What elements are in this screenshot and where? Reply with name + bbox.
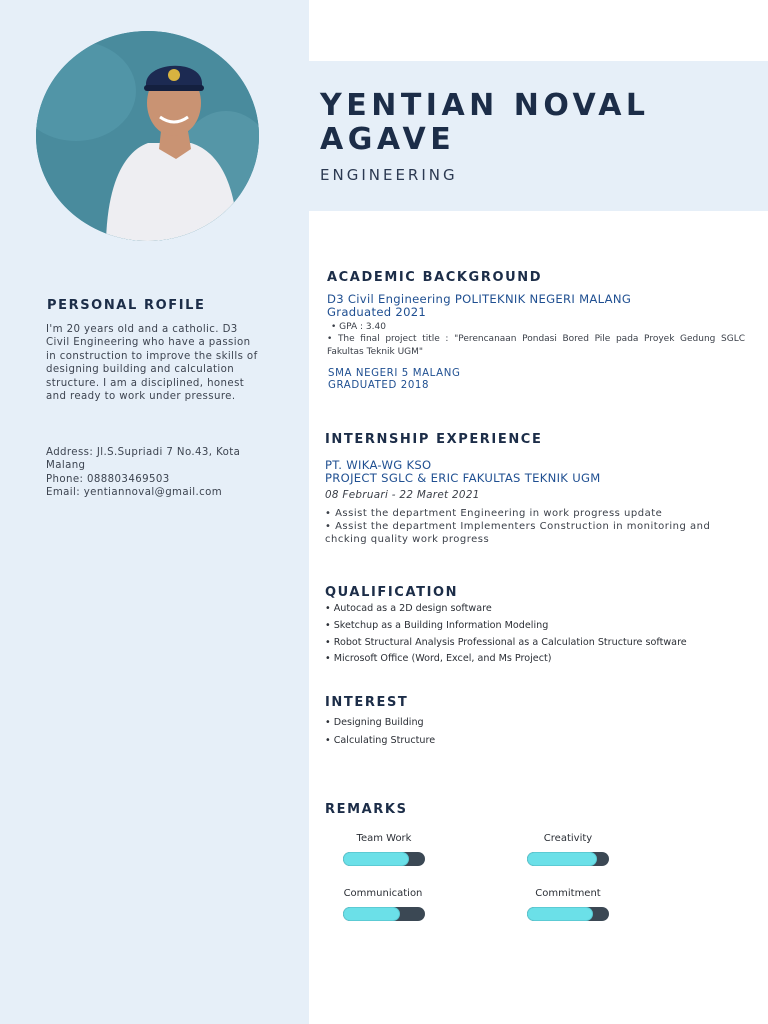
internship-title: INTERNSHIP EXPERIENCE [325, 432, 543, 447]
skill-bar-communication [343, 907, 425, 921]
list-item: • Designing Building [325, 717, 424, 728]
skill-bar-team-work [343, 852, 425, 866]
phone-text: Phone: 088803469503 [46, 474, 170, 485]
skill-bar-creativity [527, 852, 609, 866]
internship-project: PROJECT SGLC & ERIC FAKULTAS TEKNIK UGM [325, 471, 601, 485]
skill-bar-fill [527, 907, 593, 921]
skill-creativity [518, 833, 618, 844]
list-item: • Robot Structural Analysis Professional as a Calculation Structure software [325, 637, 687, 648]
skill-label: Commitment [535, 888, 601, 899]
candidate-role: ENGINEERING [320, 166, 458, 184]
qualification-list [325, 603, 687, 669]
list-item: • Sketchup as a Building Information Modeling [325, 620, 549, 631]
profile-photo [36, 31, 259, 241]
skill-communication [333, 888, 433, 899]
academic-title: ACADEMIC BACKGROUND [327, 270, 543, 285]
profile-text: I'm 20 years old and a catholic. D3 Civil Engineering who have a passion in construction to improve the skills of designing building and calculation structure. I am a disciplined, honest and ready to work under pressure. [46, 324, 258, 403]
interest-title: INTEREST [325, 695, 409, 710]
skill-commitment [518, 888, 618, 899]
internship-duty-2: • Assist the department Implementers Construction in monitoring and chcking quality work progress [325, 521, 711, 546]
degree-line1: D3 Civil Engineering POLITEKNIK NEGERI MALANG [327, 292, 632, 306]
address-text: Address: Jl.S.Supriadi 7 No.43, Kota Malang [46, 447, 241, 472]
skill-team-work [334, 833, 434, 844]
skill-label: Communication [343, 888, 423, 899]
skill-bar-fill [343, 852, 409, 866]
skill-bar-fill [343, 907, 400, 921]
list-item: • Calculating Structure [325, 735, 436, 746]
list-item: • Autocad as a 2D design software [325, 603, 492, 614]
internship-company: PT. WIKA-WG KSO [325, 458, 432, 472]
internship-date: 08 Februari - 22 Maret 2021 [325, 489, 480, 501]
school-line1: SMA NEGERI 5 MALANG [328, 368, 461, 379]
skill-bar-commitment [527, 907, 609, 921]
skill-label: Team Work [356, 833, 412, 844]
email-text: Email: yentiannoval@gmail.com [46, 487, 223, 498]
interest-list [325, 717, 435, 753]
degree-line2: Graduated 2021 [327, 305, 427, 319]
qualification-title: QUALIFICATION [325, 585, 459, 600]
school-line2: GRADUATED 2018 [328, 380, 430, 391]
skill-label: Creativity [543, 833, 593, 844]
gpa-text: • GPA : 3.40 [331, 322, 386, 332]
list-item: • Microsoft Office (Word, Excel, and Ms Project) [325, 653, 552, 664]
project-title-text: • The final project title : "Perencanaan Pondasi Bored Pile pada Proyek Gedung SGLC Fakultas Teknik UGM" [327, 334, 745, 357]
candidate-name: YENTIAN NOVAL AGAVE [320, 88, 650, 157]
skill-bar-fill [527, 852, 597, 866]
internship-duty-1: • Assist the department Engineering in work progress update [325, 508, 663, 519]
personal-profile-title: PERSONAL ROFILE [47, 298, 206, 313]
remarks-title: REMARKS [325, 802, 408, 817]
